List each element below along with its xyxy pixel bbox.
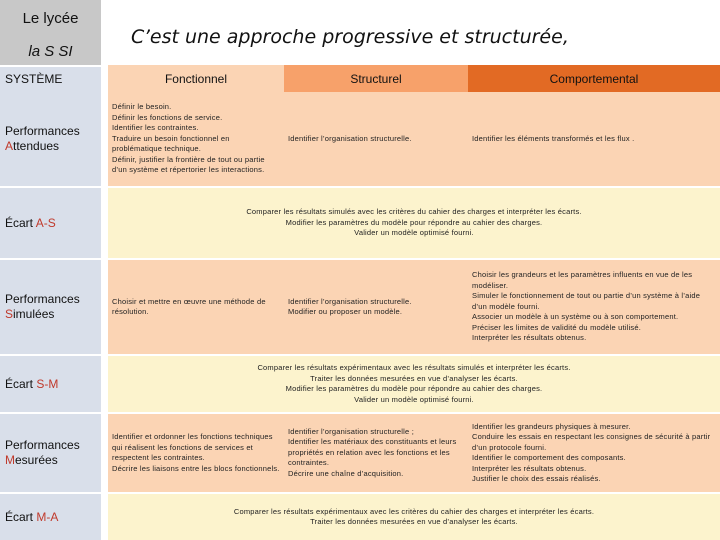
row-label-systeme: SYSTÈME (0, 67, 101, 92)
attendues-structurel: Identifier l’organisation structurelle. (284, 92, 468, 186)
row-label-ecart-sm: Écart S-M (0, 356, 101, 412)
simulees-comportemental: Choisir les grandeurs et les paramètres influents en vue de les modéliser. Simuler le fonctionnement de tout ou partie d’un système à l’aide d’un modèle fourni. Associer un modèle à un système ou à son comportement. Préciser les limites de validité du modèle utilisé. Interpréter les résultats obtenus. (468, 260, 720, 354)
attendues-comportemental: Identifier les éléments transformés et les flux . (468, 92, 720, 186)
ecart-as-text: Comparer les résultats simulés avec les critères du cahier des charges et interpréter les écarts. Modifier les paramètres du modèle pour répondre au cahier des charges. Valider un modèle optimisé fourni. (108, 188, 720, 258)
ssi-label: la S SI (28, 43, 73, 60)
simulees-fonctionnel: Choisir et mettre en œuvre une méthode de résolution. (108, 260, 284, 354)
row-label-ecart-as: Écart A-S (0, 188, 101, 258)
row-label-ecart-ma: Écart M-A (0, 494, 101, 540)
row-label-performances-mesurees: Performances Mesurées (0, 414, 101, 492)
header-comportemental: Comportemental (468, 65, 720, 92)
ecart-sm-text: Comparer les résultats expérimentaux avec les résultats simulés et interpréter les écarts. Traiter les données mesurées en vue d’analyser les écarts. Modifier les paramètres du modèle pour répondre au cahier des charges. Valider un modèle optimisé fourni. (108, 356, 720, 412)
lycee-label: Le lycée (22, 10, 79, 27)
attendues-fonctionnel: Définir le besoin. Définir les fonctions de service. Identifier les contraintes. Traduire un besoin fonctionnel en problématique technique. Définir, justifier la frontière de tout ou partie d’un système et répertorier les interactions. (108, 92, 284, 186)
simulees-structurel: Identifier l’organisation structurelle. Modifier ou proposer un modèle. (284, 260, 468, 354)
row-label-performances-attendues: Performances Attendues (0, 92, 101, 186)
ecart-ma-text: Comparer les résultats expérimentaux avec les critères du cahier des charges et interpréter les écarts. Traiter les données mesurées en vue d’analyser les écarts. (108, 494, 720, 540)
mesurees-structurel: Identifier l’organisation structurelle ; Identifier les matériaux des constituants et leurs propriétés en relation avec les fonctions et les contraintes. Décrire une chaîne d’acquisition. (284, 414, 468, 492)
mesurees-comportemental: Identifier les grandeurs physiques à mesurer. Conduire les essais en respectant les consignes de sécurité à partir d’un protocole fourni. Identifier le comportement des composants. Interpréter les résultats obtenus. Justifier le choix des essais réalisés. (468, 414, 720, 492)
header-fonctionnel: Fonctionnel (108, 65, 284, 92)
mesurees-fonctionnel: Identifier et ordonner les fonctions techniques qui réalisent les fonctions de services et respectent les contraintes. Décrire les liaisons entre les blocs fonctionnels. (108, 414, 284, 492)
row-label-performances-simulees: Performances Simulées (0, 260, 101, 354)
page-title: C’est une approche progressive et structurée, (131, 26, 569, 48)
header-structurel: Structurel (284, 65, 468, 92)
lycee-box (0, 0, 101, 65)
